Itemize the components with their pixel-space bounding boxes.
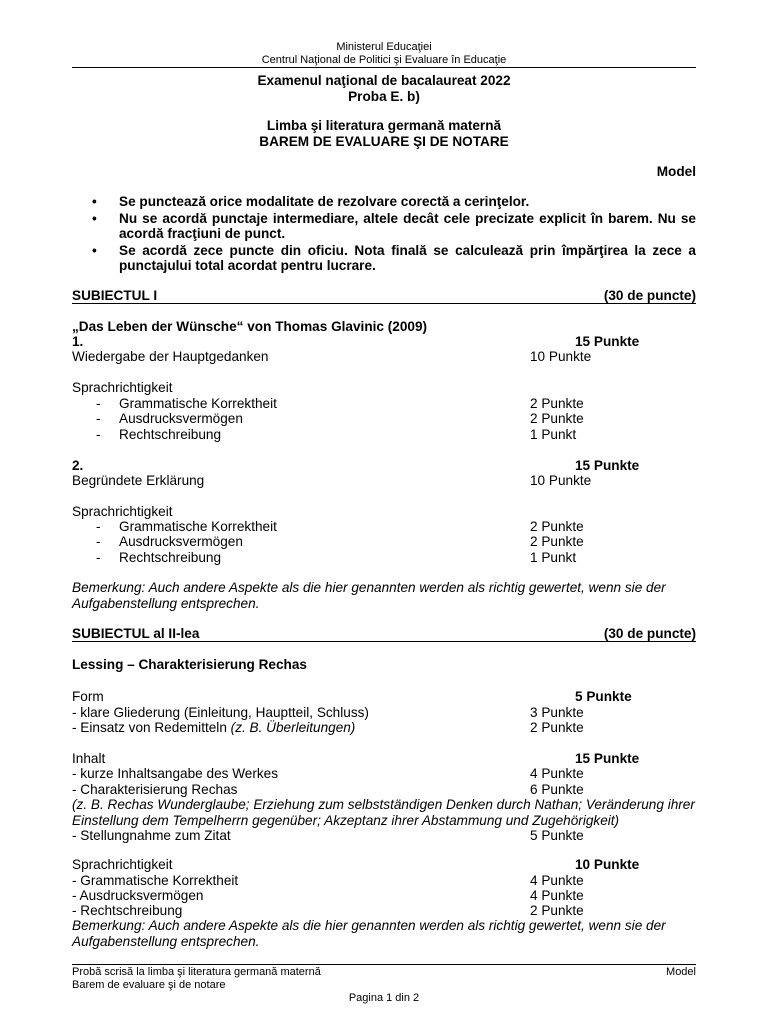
ministry-header — [72, 41, 696, 67]
form-header: Form 5 Punkte — [72, 689, 632, 704]
criterion-row: - Einsatz von Redemitteln (z. B. Überleitungen) 2 Punkte — [72, 720, 584, 735]
footer-line-2: Barem de evaluare şi de notare — [72, 979, 226, 991]
model-label: Model — [656, 164, 696, 179]
criterion-row: - Grammatische Korrektheit 2 Punkte — [96, 396, 584, 411]
criterion-row: - Grammatische Korrektheit 2 Punkte — [96, 519, 584, 534]
bullet-icon: • — [92, 210, 97, 226]
criterion-row: - Rechtschreibung 1 Punkt — [96, 550, 577, 565]
section-heading-1 — [72, 288, 696, 304]
center-name: Centrul Naţional de Politici şi Evaluare în Educaţie — [261, 54, 507, 66]
section-title: SUBIECTUL I — [72, 288, 158, 303]
barem-title: BAREM DE EVALUARE ŞI DE NOTARE — [259, 133, 509, 149]
bullet-icon: • — [92, 194, 97, 209]
criterion-row: - Grammatische Korrektheit 4 Punkte — [72, 873, 584, 888]
footer-line-1: Probă scrisă la limba şi literatura germană maternă — [72, 966, 321, 978]
inhalt-header: Inhalt 15 Punkte — [72, 751, 640, 766]
question-2-header: 2. 15 Punkte — [72, 458, 640, 473]
section-points: (30 de puncte) — [603, 626, 696, 641]
bullet-icon: • — [92, 242, 97, 258]
page-number: Pagina 1 din 2 — [348, 992, 420, 1004]
rule-item: • Se punctează orice modalitate de rezolvare corectă a cerinţelor. — [92, 194, 530, 209]
ministry-name: Ministerul Educaţiei — [336, 41, 432, 53]
criterion-row: Wiedergabe der Hauptgedanken 10 Punkte — [72, 349, 592, 364]
criterion-row: - Ausdrucksvermögen 2 Punkte — [96, 411, 584, 426]
rule-item: • Se acordă zece puncte din oficiu. Nota finală se calculează prin împărţirea la zece a punctajului total acordat pentru lucrare. — [92, 242, 696, 273]
inhalt-note: (z. B. Rechas Wunderglaube; Erziehung zum selbstständigen Denken durch Nathan; Veränderung ihrer Einstellung dem Tempelherrn gegenüber; Akzeptanz ihrer Abstammung und Zugehörigkeit) — [72, 797, 695, 828]
section-heading-2 — [72, 626, 696, 642]
criterion-row: - kurze Inhaltsangabe des Werkes 4 Punkte — [72, 766, 584, 781]
question-1-header: 1. 15 Punkte — [72, 334, 640, 349]
section-points: (30 de puncte) — [603, 288, 696, 303]
exam-title: Examenul naţional de bacalaureat 2022 — [257, 73, 511, 88]
remark-note: Bemerkung: Auch andere Aspekte als die hier genannten werden als richtig gewertet, wenn sie der Aufgabenstellung entsprechen. — [72, 580, 666, 611]
criterion-row: - Stellungnahme zum Zitat 5 Punkte — [72, 828, 584, 843]
section-title: SUBIECTUL al II-lea — [72, 626, 200, 641]
criterion-row: - klare Gliederung (Einleitung, Hauptteil, Schluss) 3 Punkte — [72, 705, 584, 720]
sprach-label: Sprachrichtigkeit — [72, 380, 173, 395]
criterion-row: - Charakterisierung Rechas 6 Punkte — [72, 782, 584, 797]
sprach-header: Sprachrichtigkeit 10 Punkte — [72, 857, 640, 872]
work-title: „Das Leben der Wünsche“ von Thomas Glavinic (2009) — [72, 319, 428, 334]
subject-title: Limba şi literatura germană maternă — [266, 118, 502, 133]
footer-divider — [72, 964, 696, 965]
sprach-label: Sprachrichtigkeit — [72, 504, 173, 519]
header-divider — [72, 67, 696, 68]
criterion-row: Begründete Erklärung 10 Punkte — [72, 473, 592, 488]
grading-rules — [92, 194, 696, 274]
criterion-row: - Ausdrucksvermögen 2 Punkte — [96, 534, 584, 549]
criterion-row: - Rechtschreibung 2 Punkte — [72, 903, 584, 918]
criterion-row: - Ausdrucksvermögen 4 Punkte — [72, 888, 584, 903]
document-titles — [72, 73, 696, 149]
criterion-row: - Rechtschreibung 1 Punkt — [96, 427, 577, 442]
rule-item: • Nu se acordă punctaje intermediare, altele decât cele precizate explicit în barem. Nu se acordă fracţiuni de punct. — [92, 210, 696, 241]
footer-model: Model — [666, 966, 696, 978]
work-title: Lessing – Charakterisierung Rechas — [72, 657, 307, 672]
remark-note: Bemerkung: Auch andere Aspekte als die hier genannten werden als richtig gewertet, wenn sie der Aufgabenstellung entsprechen. — [72, 918, 666, 949]
page-footer — [72, 966, 696, 992]
proba-title: Proba E. b) — [348, 88, 420, 104]
